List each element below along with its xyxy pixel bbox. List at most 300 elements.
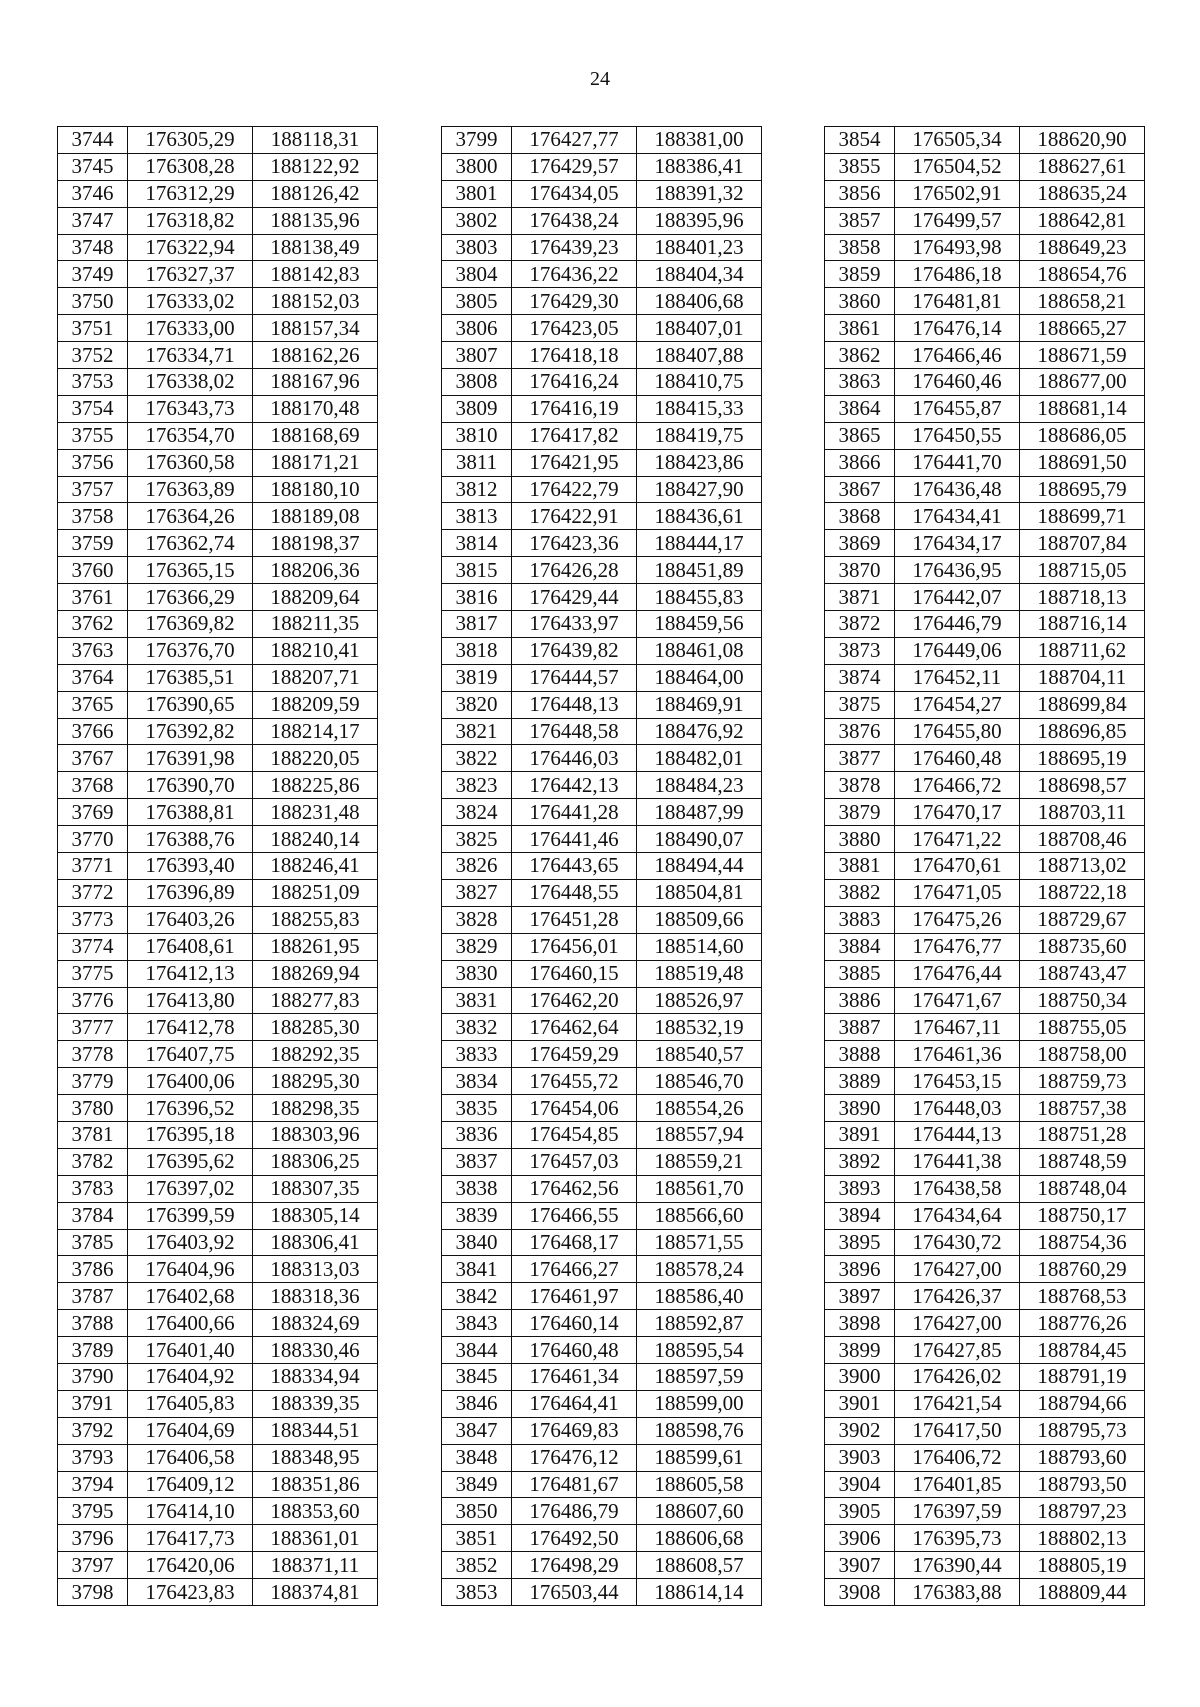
x-coordinate-cell: 176333,02 <box>128 288 253 315</box>
y-coordinate-cell: 188415,33 <box>637 395 762 422</box>
x-coordinate-cell: 176476,12 <box>512 1444 637 1471</box>
x-coordinate-cell: 176462,20 <box>512 987 637 1014</box>
y-coordinate-cell: 188209,64 <box>253 584 378 611</box>
y-coordinate-cell: 188586,40 <box>637 1283 762 1310</box>
table-row <box>825 342 1145 369</box>
point-number-cell: 3902 <box>825 1417 895 1444</box>
table-row <box>825 745 1145 772</box>
y-coordinate-cell: 188614,14 <box>637 1579 762 1606</box>
x-coordinate-cell: 176466,46 <box>895 342 1020 369</box>
x-coordinate-cell: 176455,80 <box>895 718 1020 745</box>
y-coordinate-cell: 188607,60 <box>637 1498 762 1525</box>
y-coordinate-cell: 188211,35 <box>253 611 378 638</box>
point-number-cell: 3838 <box>442 1175 512 1202</box>
y-coordinate-cell: 188295,30 <box>253 1068 378 1095</box>
y-coordinate-cell: 188255,83 <box>253 906 378 933</box>
table-row <box>825 1498 1145 1525</box>
point-number-cell: 3797 <box>58 1552 128 1579</box>
x-coordinate-cell: 176418,18 <box>512 342 637 369</box>
table-row <box>58 1444 378 1471</box>
point-number-cell: 3839 <box>442 1202 512 1229</box>
point-number-cell: 3835 <box>442 1095 512 1122</box>
x-coordinate-cell: 176466,72 <box>895 772 1020 799</box>
point-number-cell: 3868 <box>825 503 895 530</box>
point-number-cell: 3875 <box>825 691 895 718</box>
point-number-cell: 3890 <box>825 1095 895 1122</box>
point-number-cell: 3832 <box>442 1014 512 1041</box>
point-number-cell: 3882 <box>825 879 895 906</box>
point-number-cell: 3864 <box>825 395 895 422</box>
y-coordinate-cell: 188170,48 <box>253 395 378 422</box>
table-row <box>442 1444 762 1471</box>
y-coordinate-cell: 188207,71 <box>253 664 378 691</box>
y-coordinate-cell: 188209,59 <box>253 691 378 718</box>
x-coordinate-cell: 176401,40 <box>128 1337 253 1364</box>
x-coordinate-cell: 176390,65 <box>128 691 253 718</box>
x-coordinate-cell: 176471,22 <box>895 826 1020 853</box>
x-coordinate-cell: 176423,05 <box>512 315 637 342</box>
x-coordinate-cell: 176334,71 <box>128 342 253 369</box>
x-coordinate-cell: 176403,92 <box>128 1229 253 1256</box>
point-number-cell: 3767 <box>58 745 128 772</box>
x-coordinate-cell: 176434,05 <box>512 180 637 207</box>
table-row <box>58 449 378 476</box>
y-coordinate-cell: 188374,81 <box>253 1579 378 1606</box>
y-coordinate-cell: 188381,00 <box>637 127 762 154</box>
point-number-cell: 3853 <box>442 1579 512 1606</box>
x-coordinate-cell: 176443,65 <box>512 853 637 880</box>
point-number-cell: 3752 <box>58 342 128 369</box>
y-coordinate-cell: 188318,36 <box>253 1283 378 1310</box>
x-coordinate-cell: 176441,46 <box>512 826 637 853</box>
table-row <box>442 557 762 584</box>
y-coordinate-cell: 188220,05 <box>253 745 378 772</box>
x-coordinate-cell: 176333,00 <box>128 315 253 342</box>
y-coordinate-cell: 188246,41 <box>253 853 378 880</box>
y-coordinate-cell: 188791,19 <box>1020 1363 1145 1390</box>
y-coordinate-cell: 188695,79 <box>1020 476 1145 503</box>
x-coordinate-cell: 176363,89 <box>128 476 253 503</box>
point-number-cell: 3803 <box>442 234 512 261</box>
point-number-cell: 3876 <box>825 718 895 745</box>
y-coordinate-cell: 188802,13 <box>1020 1525 1145 1552</box>
y-coordinate-cell: 188251,09 <box>253 879 378 906</box>
table-row <box>58 691 378 718</box>
x-coordinate-cell: 176430,72 <box>895 1229 1020 1256</box>
x-coordinate-cell: 176327,37 <box>128 261 253 288</box>
table-row <box>825 611 1145 638</box>
x-coordinate-cell: 176467,11 <box>895 1014 1020 1041</box>
y-coordinate-cell: 188635,24 <box>1020 180 1145 207</box>
point-number-cell: 3883 <box>825 906 895 933</box>
table-row <box>442 1552 762 1579</box>
table-row <box>442 1471 762 1498</box>
point-number-cell: 3894 <box>825 1202 895 1229</box>
y-coordinate-cell: 188665,27 <box>1020 315 1145 342</box>
y-coordinate-cell: 188142,83 <box>253 261 378 288</box>
point-number-cell: 3821 <box>442 718 512 745</box>
x-coordinate-cell: 176426,37 <box>895 1283 1020 1310</box>
y-coordinate-cell: 188334,94 <box>253 1363 378 1390</box>
point-number-cell: 3904 <box>825 1471 895 1498</box>
x-coordinate-cell: 176470,17 <box>895 799 1020 826</box>
x-coordinate-cell: 176388,81 <box>128 799 253 826</box>
point-number-cell: 3789 <box>58 1337 128 1364</box>
table-row <box>825 1148 1145 1175</box>
point-number-cell: 3777 <box>58 1014 128 1041</box>
y-coordinate-cell: 188757,38 <box>1020 1095 1145 1122</box>
table-row <box>442 1417 762 1444</box>
point-number-cell: 3763 <box>58 637 128 664</box>
x-coordinate-cell: 176318,82 <box>128 207 253 234</box>
table-row <box>58 1471 378 1498</box>
point-number-cell: 3779 <box>58 1068 128 1095</box>
x-coordinate-cell: 176391,98 <box>128 745 253 772</box>
table-row <box>442 718 762 745</box>
y-coordinate-cell: 188598,76 <box>637 1417 762 1444</box>
point-number-cell: 3753 <box>58 369 128 396</box>
y-coordinate-cell: 188406,68 <box>637 288 762 315</box>
point-number-cell: 3833 <box>442 1041 512 1068</box>
y-coordinate-cell: 188696,85 <box>1020 718 1145 745</box>
y-coordinate-cell: 188760,29 <box>1020 1256 1145 1283</box>
table-row <box>825 691 1145 718</box>
y-coordinate-cell: 188703,11 <box>1020 799 1145 826</box>
x-coordinate-cell: 176406,72 <box>895 1444 1020 1471</box>
point-number-cell: 3874 <box>825 664 895 691</box>
table-row <box>58 153 378 180</box>
y-coordinate-cell: 188681,14 <box>1020 395 1145 422</box>
table-row <box>442 1041 762 1068</box>
point-number-cell: 3886 <box>825 987 895 1014</box>
y-coordinate-cell: 188797,23 <box>1020 1498 1145 1525</box>
y-coordinate-cell: 188794,66 <box>1020 1390 1145 1417</box>
point-number-cell: 3795 <box>58 1498 128 1525</box>
x-coordinate-cell: 176305,29 <box>128 127 253 154</box>
table-row <box>825 1390 1145 1417</box>
x-coordinate-cell: 176414,10 <box>128 1498 253 1525</box>
table-row <box>825 1337 1145 1364</box>
point-number-cell: 3805 <box>442 288 512 315</box>
x-coordinate-cell: 176420,06 <box>128 1552 253 1579</box>
table-row <box>442 664 762 691</box>
table-row <box>825 772 1145 799</box>
y-coordinate-cell: 188324,69 <box>253 1310 378 1337</box>
x-coordinate-cell: 176421,54 <box>895 1390 1020 1417</box>
y-coordinate-cell: 188451,89 <box>637 557 762 584</box>
y-coordinate-cell: 188298,35 <box>253 1095 378 1122</box>
x-coordinate-cell: 176400,06 <box>128 1068 253 1095</box>
x-coordinate-cell: 176362,74 <box>128 530 253 557</box>
point-number-cell: 3856 <box>825 180 895 207</box>
x-coordinate-cell: 176390,44 <box>895 1552 1020 1579</box>
table-row <box>58 207 378 234</box>
point-number-cell: 3806 <box>442 315 512 342</box>
x-coordinate-cell: 176403,26 <box>128 906 253 933</box>
x-coordinate-cell: 176461,36 <box>895 1041 1020 1068</box>
table-row <box>58 261 378 288</box>
table-row <box>58 1095 378 1122</box>
point-number-cell: 3896 <box>825 1256 895 1283</box>
point-number-cell: 3786 <box>58 1256 128 1283</box>
table-row <box>58 530 378 557</box>
table-row <box>442 1229 762 1256</box>
y-coordinate-cell: 188391,32 <box>637 180 762 207</box>
x-coordinate-cell: 176365,15 <box>128 557 253 584</box>
point-number-cell: 3905 <box>825 1498 895 1525</box>
table-row <box>825 906 1145 933</box>
point-number-cell: 3791 <box>58 1390 128 1417</box>
table-row <box>58 1068 378 1095</box>
point-number-cell: 3796 <box>58 1525 128 1552</box>
point-number-cell: 3765 <box>58 691 128 718</box>
x-coordinate-cell: 176455,72 <box>512 1068 637 1095</box>
point-number-cell: 3843 <box>442 1310 512 1337</box>
x-coordinate-cell: 176427,77 <box>512 127 637 154</box>
y-coordinate-cell: 188240,14 <box>253 826 378 853</box>
x-coordinate-cell: 176448,13 <box>512 691 637 718</box>
y-coordinate-cell: 188750,34 <box>1020 987 1145 1014</box>
point-number-cell: 3755 <box>58 422 128 449</box>
x-coordinate-cell: 176434,64 <box>895 1202 1020 1229</box>
point-number-cell: 3858 <box>825 234 895 261</box>
x-coordinate-cell: 176459,29 <box>512 1041 637 1068</box>
point-number-cell: 3869 <box>825 530 895 557</box>
x-coordinate-cell: 176466,27 <box>512 1256 637 1283</box>
y-coordinate-cell: 188699,71 <box>1020 503 1145 530</box>
point-number-cell: 3901 <box>825 1390 895 1417</box>
x-coordinate-cell: 176469,83 <box>512 1417 637 1444</box>
table-row <box>825 584 1145 611</box>
x-coordinate-cell: 176404,69 <box>128 1417 253 1444</box>
table-row <box>825 530 1145 557</box>
x-coordinate-cell: 176366,29 <box>128 584 253 611</box>
table-row <box>442 180 762 207</box>
point-number-cell: 3824 <box>442 799 512 826</box>
x-coordinate-cell: 176493,98 <box>895 234 1020 261</box>
y-coordinate-cell: 188748,04 <box>1020 1175 1145 1202</box>
point-number-cell: 3830 <box>442 960 512 987</box>
x-coordinate-cell: 176427,00 <box>895 1310 1020 1337</box>
table-row <box>442 207 762 234</box>
y-coordinate-cell: 188353,60 <box>253 1498 378 1525</box>
y-coordinate-cell: 188554,26 <box>637 1095 762 1122</box>
y-coordinate-cell: 188715,05 <box>1020 557 1145 584</box>
table-row <box>442 1175 762 1202</box>
x-coordinate-cell: 176436,95 <box>895 557 1020 584</box>
point-number-cell: 3788 <box>58 1310 128 1337</box>
x-coordinate-cell: 176412,78 <box>128 1014 253 1041</box>
point-number-cell: 3784 <box>58 1202 128 1229</box>
point-number-cell: 3820 <box>442 691 512 718</box>
point-number-cell: 3847 <box>442 1417 512 1444</box>
point-number-cell: 3823 <box>442 772 512 799</box>
table-row <box>442 1095 762 1122</box>
table-row <box>58 422 378 449</box>
table-row <box>825 933 1145 960</box>
y-coordinate-cell: 188225,86 <box>253 772 378 799</box>
y-coordinate-cell: 188386,41 <box>637 153 762 180</box>
table-row <box>442 1148 762 1175</box>
table-row <box>442 1121 762 1148</box>
point-number-cell: 3879 <box>825 799 895 826</box>
table-row <box>825 449 1145 476</box>
y-coordinate-cell: 188595,54 <box>637 1337 762 1364</box>
table-row <box>58 127 378 154</box>
y-coordinate-cell: 188707,84 <box>1020 530 1145 557</box>
table-row <box>442 1337 762 1364</box>
table-row <box>58 799 378 826</box>
y-coordinate-cell: 188716,14 <box>1020 611 1145 638</box>
table-row <box>442 153 762 180</box>
point-number-cell: 3903 <box>825 1444 895 1471</box>
table-row <box>825 153 1145 180</box>
x-coordinate-cell: 176505,34 <box>895 127 1020 154</box>
y-coordinate-cell: 188561,70 <box>637 1175 762 1202</box>
y-coordinate-cell: 188344,51 <box>253 1417 378 1444</box>
table-row <box>58 745 378 772</box>
point-number-cell: 3888 <box>825 1041 895 1068</box>
point-number-cell: 3866 <box>825 449 895 476</box>
table-row <box>442 342 762 369</box>
y-coordinate-cell: 188423,86 <box>637 449 762 476</box>
y-coordinate-cell: 188718,13 <box>1020 584 1145 611</box>
x-coordinate-cell: 176312,29 <box>128 180 253 207</box>
table-row <box>825 1310 1145 1337</box>
table-row <box>442 853 762 880</box>
x-coordinate-cell: 176486,18 <box>895 261 1020 288</box>
x-coordinate-cell: 176504,52 <box>895 153 1020 180</box>
y-coordinate-cell: 188180,10 <box>253 476 378 503</box>
y-coordinate-cell: 188784,45 <box>1020 1337 1145 1364</box>
x-coordinate-cell: 176498,29 <box>512 1552 637 1579</box>
table-row <box>825 1283 1145 1310</box>
y-coordinate-cell: 188303,96 <box>253 1121 378 1148</box>
table-row <box>825 1471 1145 1498</box>
table-row <box>58 1525 378 1552</box>
point-number-cell: 3758 <box>58 503 128 530</box>
x-coordinate-cell: 176468,17 <box>512 1229 637 1256</box>
point-number-cell: 3781 <box>58 1121 128 1148</box>
x-coordinate-cell: 176434,17 <box>895 530 1020 557</box>
y-coordinate-cell: 188330,46 <box>253 1337 378 1364</box>
x-coordinate-cell: 176438,24 <box>512 207 637 234</box>
y-coordinate-cell: 188404,34 <box>637 261 762 288</box>
point-number-cell: 3817 <box>442 611 512 638</box>
point-number-cell: 3747 <box>58 207 128 234</box>
x-coordinate-cell: 176438,58 <box>895 1175 1020 1202</box>
y-coordinate-cell: 188793,60 <box>1020 1444 1145 1471</box>
x-coordinate-cell: 176499,57 <box>895 207 1020 234</box>
table-row <box>58 826 378 853</box>
x-coordinate-cell: 176461,97 <box>512 1283 637 1310</box>
y-coordinate-cell: 188754,36 <box>1020 1229 1145 1256</box>
y-coordinate-cell: 188691,50 <box>1020 449 1145 476</box>
table-row <box>825 476 1145 503</box>
table-row <box>58 180 378 207</box>
x-coordinate-cell: 176470,61 <box>895 853 1020 880</box>
x-coordinate-cell: 176444,13 <box>895 1121 1020 1148</box>
x-coordinate-cell: 176400,66 <box>128 1310 253 1337</box>
y-coordinate-cell: 188455,83 <box>637 584 762 611</box>
table-row <box>58 1417 378 1444</box>
x-coordinate-cell: 176364,26 <box>128 503 253 530</box>
y-coordinate-cell: 188407,88 <box>637 342 762 369</box>
y-coordinate-cell: 188559,21 <box>637 1148 762 1175</box>
x-coordinate-cell: 176450,55 <box>895 422 1020 449</box>
table-row <box>58 1041 378 1068</box>
y-coordinate-cell: 188126,42 <box>253 180 378 207</box>
x-coordinate-cell: 176439,82 <box>512 637 637 664</box>
table-row <box>442 772 762 799</box>
table-row <box>442 1525 762 1552</box>
x-coordinate-cell: 176451,28 <box>512 906 637 933</box>
x-coordinate-cell: 176439,23 <box>512 234 637 261</box>
point-number-cell: 3754 <box>58 395 128 422</box>
y-coordinate-cell: 188758,00 <box>1020 1041 1145 1068</box>
y-coordinate-cell: 188135,96 <box>253 207 378 234</box>
y-coordinate-cell: 188606,68 <box>637 1525 762 1552</box>
x-coordinate-cell: 176462,64 <box>512 1014 637 1041</box>
point-number-cell: 3798 <box>58 1579 128 1606</box>
table-row <box>442 879 762 906</box>
table-row <box>825 718 1145 745</box>
x-coordinate-cell: 176395,18 <box>128 1121 253 1148</box>
x-coordinate-cell: 176454,85 <box>512 1121 637 1148</box>
x-coordinate-cell: 176369,82 <box>128 611 253 638</box>
y-coordinate-cell: 188722,18 <box>1020 879 1145 906</box>
x-coordinate-cell: 176471,67 <box>895 987 1020 1014</box>
y-coordinate-cell: 188768,53 <box>1020 1283 1145 1310</box>
point-number-cell: 3776 <box>58 987 128 1014</box>
point-number-cell: 3859 <box>825 261 895 288</box>
table-row <box>58 853 378 880</box>
y-coordinate-cell: 188285,30 <box>253 1014 378 1041</box>
x-coordinate-cell: 176397,59 <box>895 1498 1020 1525</box>
x-coordinate-cell: 176481,81 <box>895 288 1020 315</box>
x-coordinate-cell: 176457,03 <box>512 1148 637 1175</box>
y-coordinate-cell: 188305,14 <box>253 1202 378 1229</box>
page-number: 24 <box>590 68 610 90</box>
x-coordinate-cell: 176360,58 <box>128 449 253 476</box>
table-row <box>58 1256 378 1283</box>
x-coordinate-cell: 176464,41 <box>512 1390 637 1417</box>
x-coordinate-cell: 176404,96 <box>128 1256 253 1283</box>
y-coordinate-cell: 188171,21 <box>253 449 378 476</box>
y-coordinate-cell: 188395,96 <box>637 207 762 234</box>
table-row <box>442 745 762 772</box>
x-coordinate-cell: 176390,70 <box>128 772 253 799</box>
table-row <box>58 1363 378 1390</box>
point-number-cell: 3880 <box>825 826 895 853</box>
table-row <box>825 960 1145 987</box>
y-coordinate-cell: 188261,95 <box>253 933 378 960</box>
x-coordinate-cell: 176441,70 <box>895 449 1020 476</box>
point-number-cell: 3749 <box>58 261 128 288</box>
table-row <box>825 799 1145 826</box>
table-row <box>58 315 378 342</box>
table-row <box>825 1525 1145 1552</box>
point-number-cell: 3827 <box>442 879 512 906</box>
table-row <box>58 1579 378 1606</box>
table-row <box>442 906 762 933</box>
y-coordinate-cell: 188351,86 <box>253 1471 378 1498</box>
point-number-cell: 3760 <box>58 557 128 584</box>
y-coordinate-cell: 188152,03 <box>253 288 378 315</box>
x-coordinate-cell: 176426,28 <box>512 557 637 584</box>
table-row <box>442 476 762 503</box>
table-row <box>58 1310 378 1337</box>
